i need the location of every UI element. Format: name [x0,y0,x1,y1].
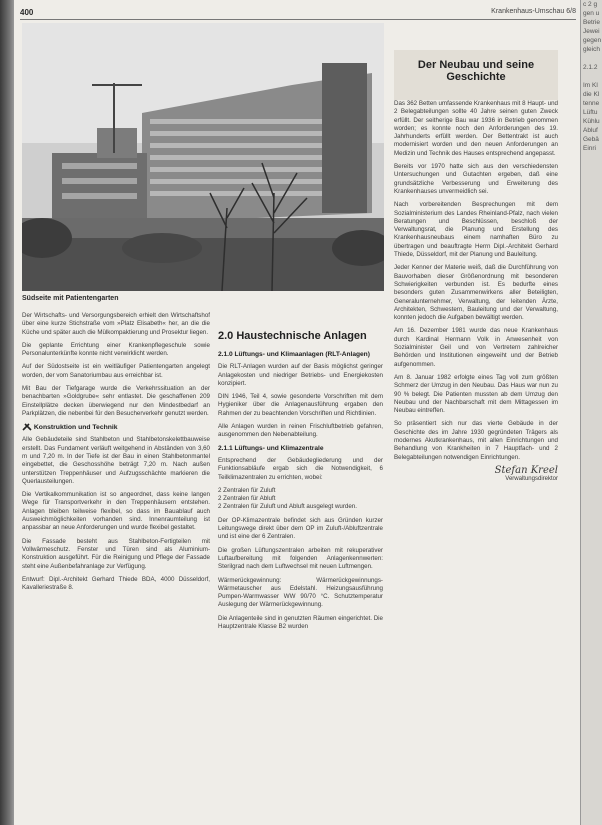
next-page-fragment [581,675,602,684]
next-page-fragment [581,225,602,234]
next-page-fragment [581,378,602,387]
next-page-fragment [581,162,602,171]
next-page-fragment: Abluf [583,127,598,134]
next-page-fragment [581,189,602,198]
header-rule [20,19,576,20]
next-page-fragment [581,324,602,333]
next-page-fragment: Gebä [583,136,599,143]
next-page-fragment [581,288,602,297]
paragraph: Der OP-Klimazentrale befindet sich aus Gründen kurzer Leitungswege direkt über dem OP im Zuluft-/Abluftzentrale und ist eine der 6 Zentralen. [218,516,383,541]
page-number: 400 [20,8,34,17]
next-page-fragment: Lüftu [583,109,598,116]
next-page-fragment [581,360,602,369]
next-page-fragment [581,216,602,225]
next-page-fragment: gleich [583,46,600,53]
tools-icon [22,423,32,431]
paragraph: Entwurf: Dipl.-Architekt Gerhard Thiede BDA, 4000 Düsseldorf, Kavalleriestraße 8. [22,575,210,592]
next-page-fragment [581,648,602,657]
next-page-fragment [581,522,602,531]
paragraph: Das 362 Betten umfassende Krankenhaus mit 8 Haupt- und 2 Belegabteilungen sollte 40 Jahre seinen guten Zweck erfüllt. Der seitherige Bau war 1936 in Betrieb genommen worden; es konnte noch den Anforderungen des 19. Jahrhunderts erfüllt werden. Der Bettentrakt ist auch modernisiert worden und den neuen Anforderungen an Medizin und Technik des Hauses entsprechend angepasst. [394,100,558,157]
next-page-fragment [581,612,602,621]
next-page-fragment [581,153,602,162]
next-page-fragment: die Kl [583,91,600,98]
next-page-fragment [581,387,602,396]
paragraph: Jeder Kenner der Materie weiß, daß die Durchführung von Bauvorhaben dieser Größenordnung mit besonderen Schwierigkeiten verbunden ist. Es bedurfte eines besonders guten Zusammenwirkens aller Beteiligten, Generalunternehmer, Verwaltung, der leitenden Ärzte, Architekten, Schwestern, Bauleitung und der Verwaltung, konnten jedoch die Aufgaben bewältigt werden. [394,264,558,322]
next-page-fragment [581,468,602,477]
next-page-fragment [581,351,602,360]
paragraph: Am 8. Januar 1982 erfolgte eines Tag voll zum größten Schmerz der Umzug in den Neubau. Das Haus war nun zu 90 % belegt. Die Patienten mussten ab dem Umzug den Neubau und der Nachbarschaft mit dem Mittagessen im Neubau eintreffen. [394,373,558,415]
next-page-fragment [581,621,602,630]
next-page-fragment [581,576,602,585]
next-page-fragment [581,603,602,612]
next-page-edge [580,0,602,825]
paragraph: Nach vorbereitenden Besprechungen mit dem Sozialministerium des Landes Rheinland-Pfalz, nach vielen Beratungen und Beschlüssen, beschloß der Verwaltungsrat, die Planung und Erstellung des Krankenhausneubaus einem namhaften Büro zu übertragen und beauftragte Herrn Dipl.-Architekt Gerhard Thiede, Düsseldorf, mit der Planung und Bauleitung. [394,201,558,259]
next-page-fragment [581,684,602,693]
building-photo-drawing [22,23,384,291]
column-middle [218,330,383,820]
next-page-fragment [581,459,602,468]
next-page-fragment [581,513,602,522]
next-page-fragment [581,432,602,441]
paragraph: Die Fassade besteht aus Stahlbeton-Fertigteilen mit Vollwärmeschutz. Fenster und Türen sind als Aluminium-Konstruktion ausgeführt. Für die Reinigung und Pflege der Fassade steht eine Außenbefahranlage zur Verfügung. [22,537,210,570]
next-page-fragment [581,270,602,279]
paragraph: Alle Anlagen wurden in reinen Frischluftbetrieb gefahren, ausgenommen den Nebenabteilung. [218,423,383,439]
next-page-fragment [581,54,602,63]
next-page-fragment [581,594,602,603]
next-page-fragment [581,207,602,216]
page-gutter [0,0,14,825]
subheading-text: Konstruktion und Technik [33,424,118,432]
next-page-fragment: Einri [583,145,597,152]
next-page-fragment [581,315,602,324]
next-page-fragment [581,549,602,558]
next-page-fragment [581,261,602,270]
paragraph: Wärmerückgewinnung: Wärmerückgewinnungs-Wärmetauscher aus Edelstahl. Heizungsausführung Pumpen-Warmwasser WW 90/70 °C. Schutztemperatur Auslegung der Wärmerückgewinnung. [218,576,383,609]
paragraph: Die Vertikalkommunikation ist so angeordnet, dass keine langen Wege für Transportverkehr in den Treppenhäusern entstehen. Anlagen bleiben teilweise flexibel, so dass im Bauablauf auch Ausweichmöglichkeiten vorhanden sind. Innenraumteilung ist anpassbar an neue Anforderungen und wurde flexibel gestaltet. [22,491,210,532]
next-page-fragment [581,333,602,342]
next-page-fragment [581,423,602,432]
next-page-lines [581,0,602,693]
next-page-fragment [581,243,602,252]
next-page-fragment [581,540,602,549]
paragraph: Die Anlagenteile sind in genutzten Räumen eingerichtet. Die Hauptzentrale Klasse B2 wurden [218,614,383,631]
next-page-fragment [581,567,602,576]
next-page-fragment [581,630,602,639]
column-left [22,312,210,817]
section-heading: 2.0 Haustechnische Anlagen [218,330,367,342]
next-page-fragment [581,234,602,243]
next-page-fragment [581,279,602,288]
next-page-fragment [581,486,602,495]
next-page-fragment: tenne [583,100,600,107]
next-page-fragment [581,450,602,459]
signature-role: Verwaltungsdirektor [505,476,558,483]
paragraph: DIN 1946, Teil 4, sowie gesonderte Vorschriften mit dem Hygieniker über die Anlagenausführung ergaben den Rahmen der zu beachtenden Vorschriften und Richtlinien. [218,393,383,417]
next-page-fragment [581,180,602,189]
paragraph: Alle Gebäudeteile sind Stahlbeton und Stahlbetonskelettbauweise erstellt. Das Fundament verläuft weitgehend in Abständen von 3,60 m und 7,20 m. In der Tiefe ist der Bau in einen Stahlbetonmantel eingebettet, die Geschosshöhe beträgt 7,20 m. Nach außen unterstützen Treppenhäuser und Aufzugsschächte markieren die Querlausteilungen. [22,436,210,485]
signature-name: Stefan Kreel [494,464,558,476]
next-page-fragment [581,252,602,261]
running-title: Krankenhaus-Umschau 6/8 [491,8,576,15]
next-page-fragment: Kühlu [583,118,600,125]
history-box [394,50,558,100]
paragraph: Bereits vor 1970 hatte sich aus den verschiedensten Untersuchungen und Gutachten ergeben, daß eine grundsätzliche Verbesserung und Erweiterung des Krankenhauses unvermeidlich sei. [394,163,558,195]
paragraph: Entsprechend der Gebäudegliederung und der Funktionsabläufe ergab sich die Notwendigkeit, 6 Teilklimazentralen zu errichten, wobei: [218,456,383,481]
next-page-fragment [581,306,602,315]
next-page-fragment [581,414,602,423]
next-page-fragment [581,666,602,675]
photo-caption: Südseite mit Patientengarten [22,295,119,302]
paragraph: 2 Zentralen für Zuluft 2 Zentralen für Abluft 2 Zentralen für Zuluft und Abluft ausgelegt wurden. [218,486,357,511]
paragraph: Die RLT-Anlagen wurden auf der Basis möglichst geringer Anlagekosten und niedriger Betriebs- und Energiekosten konzipiert. [218,363,383,387]
next-page-fragment [581,171,602,180]
paragraph: Am 16. Dezember 1981 wurde das neue Krankenhaus durch Kardinal Hermann Volk in Anwesenheit von Sozialminister Geil und von Vertretern zahlreicher Behörden und Institutionen eingeweiht und der Betrieb aufgenommen. [394,327,558,368]
next-page-fragment [581,369,602,378]
subheading-construction [22,423,210,432]
next-page-fragment [581,639,602,648]
next-page-fragment [581,405,602,414]
paragraph: Auf der Südostseite ist ein weitläufiger Patientengarten angelegt worden, der vom Sanatoriumbau aus erreichbar ist. [22,363,210,379]
next-page-fragment: Betrie [583,19,600,26]
next-page-fragment [581,477,602,486]
next-page-fragment: Jewei [583,28,600,35]
next-page-fragment [581,198,602,207]
next-page-fragment: Im Kl [583,82,598,89]
next-page-fragment: c 2 g [583,1,598,8]
next-page-fragment [581,495,602,504]
next-page-fragment [581,531,602,540]
paragraph: Die großen Lüftungszentralen arbeiten mit rekuperativer Luftaufbereitung mit folgenden Anlagenkennwerten: Sterilgrad nach dem Luftwechsel mit neuen Luftmengen. [218,546,383,571]
next-page-fragment [581,342,602,351]
next-page-fragment: gen u [583,10,600,17]
next-page-fragment: 2.1.2 [583,64,598,71]
next-page-fragment [581,441,602,450]
history-box-title: Der Neubau und seine Geschichte [417,59,535,83]
paragraph: Die geplante Errichtung einer Krankenpflegeschule sowie Personalunterkünfte konnte nicht verwirklicht werden. [22,341,210,358]
next-page-fragment [581,504,602,513]
paragraph: So präsentiert sich nur das vierte Gebäude in der Geschichte des im Jahre 1930 gegründeten Trägers als modernes Akutkrankenhaus, mit allen Einrichtungen und Behandlung von Krankheiten in 7 Hauptfach- und 2 Belegabteilungen notwendigen Einrichtungen. [394,420,558,461]
next-page-fragment [581,297,602,306]
next-page-fragment: gegen [583,37,602,44]
subsection-heading: 2.1.1 Lüftungs- und Klimazentrale [218,444,324,452]
next-page-fragment [581,657,602,666]
next-page-fragment [581,396,602,405]
paragraph: Der Wirtschafts- und Versorgungsbereich erhielt den Wirtschaftshof über eine kurze Stichstraße vom »Platz Elisabeth« her, an die die Küche und später auch die Mülkompaktierung und Prosektur liegen. [22,312,210,336]
next-page-fragment [581,585,602,594]
column-right [394,100,558,820]
building-photo [22,23,384,291]
paragraph: Mit Bau der Tiefgarage wurde die Verkehrssituation an der benachbarten »Goldgrube« sehr entlastet. Die geschaffenen 209 Einstellplätze decken überwiegend nur den Mindestbedarf an Parkplätzen, die nebenbei für den Besucherverkehr genutzt werden. [22,385,210,417]
next-page-fragment [581,558,602,567]
next-page-fragment [581,72,602,81]
subsection-heading: 2.1.0 Lüftungs- und Klimaanlagen (RLT-Anlagen) [218,351,370,358]
